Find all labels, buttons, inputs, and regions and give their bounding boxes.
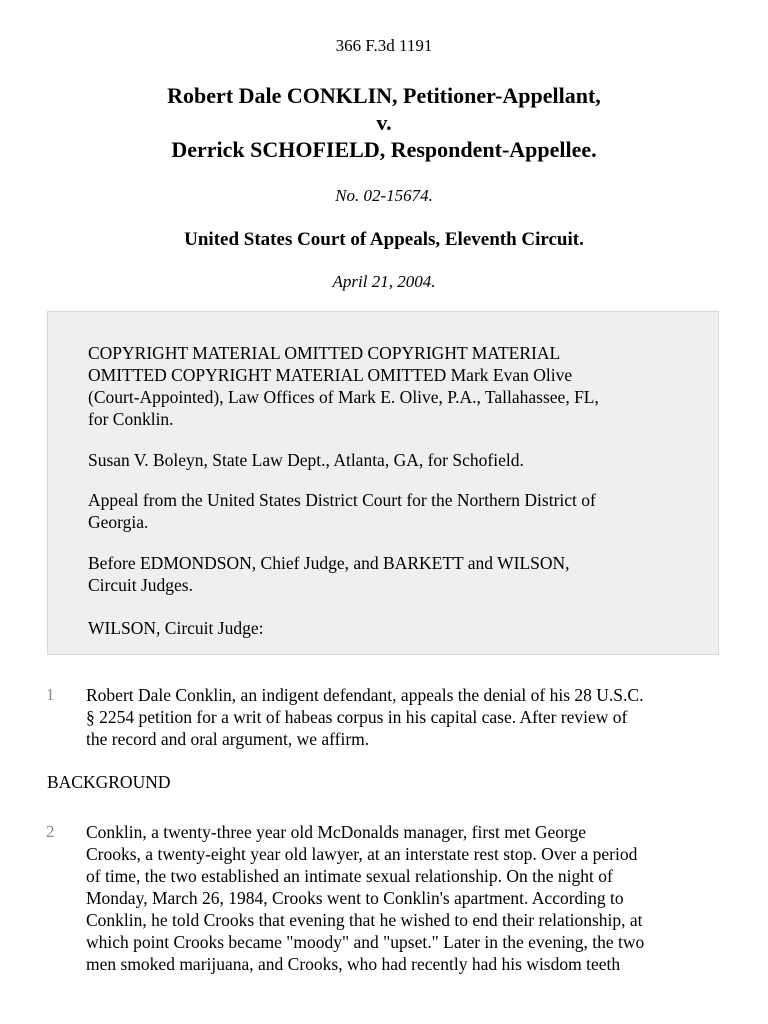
decision-date: April 21, 2004. <box>332 272 436 291</box>
text-line: men smoked marijuana, and Crooks, who had recently had his wisdom teeth <box>86 954 621 974</box>
respondent-name: Derrick SCHOFIELD, Respondent-Appellee. <box>171 137 597 162</box>
text-line: the record and oral argument, we affirm. <box>86 729 370 749</box>
text-line: Conklin, he told Crooks that evening that he wished to end their relationship, at <box>86 910 643 930</box>
paragraph-number: 1 <box>46 685 55 704</box>
text-line: Robert Dale Conklin, an indigent defendant, appeals the denial of his 28 U.S.C. <box>86 685 644 705</box>
text-line: Crooks, a twenty-eight year old lawyer, at an interstate rest stop. Over a period <box>86 844 638 864</box>
docket-number: No. 02-15674. <box>335 186 433 205</box>
counsel-info-box <box>47 311 719 655</box>
text-line: of time, the two established an intimate sexual relationship. On the night of <box>86 866 613 886</box>
paragraph-text <box>86 684 726 750</box>
case-citation: 366 F.3d 1191 <box>335 36 433 55</box>
counsel-for-petitioner <box>88 342 688 430</box>
text-line: which point Crooks became "moody" and "upset." Later in the evening, the two <box>86 932 645 952</box>
text-line: Susan V. Boleyn, State Law Dept., Atlanta, GA, for Schofield. <box>88 450 524 470</box>
appeal-origin <box>88 489 688 533</box>
petitioner-name: Robert Dale CONKLIN, Petitioner-Appellant, <box>167 83 601 108</box>
court-name: United States Court of Appeals, Eleventh Circuit. <box>184 229 584 250</box>
text-line: Circuit Judges. <box>88 575 193 595</box>
section-heading-background: BACKGROUND <box>47 772 171 792</box>
text-line: for Conklin. <box>88 409 174 429</box>
text-line: COPYRIGHT MATERIAL OMITTED COPYRIGHT MATERIAL <box>88 343 561 363</box>
text-line: Georgia. <box>88 512 149 532</box>
panel-judges <box>88 552 688 596</box>
counsel-for-respondent <box>88 449 688 471</box>
text-line: § 2254 petition for a writ of habeas corpus in his capital case. After review of <box>86 707 628 727</box>
text-line: Monday, March 26, 1984, Crooks went to Conklin's apartment. According to <box>86 888 624 908</box>
text-line: Appeal from the United States District Court for the Northern District of <box>88 490 596 510</box>
text-line: Conklin, a twenty-three year old McDonalds manager, first met George <box>86 822 587 842</box>
paragraph-text <box>86 821 726 975</box>
versus-label: v. <box>376 110 392 135</box>
text-line: WILSON, Circuit Judge: <box>88 618 264 638</box>
case-parties <box>0 82 768 163</box>
text-line: (Court-Appointed), Law Offices of Mark E. Olive, P.A., Tallahassee, FL, <box>88 387 599 407</box>
text-line: Before EDMONDSON, Chief Judge, and BARKETT and WILSON, <box>88 553 570 573</box>
paragraph-number: 2 <box>46 822 55 841</box>
opinion-author <box>88 617 688 639</box>
text-line: OMITTED COPYRIGHT MATERIAL OMITTED Mark Evan Olive <box>88 365 573 385</box>
